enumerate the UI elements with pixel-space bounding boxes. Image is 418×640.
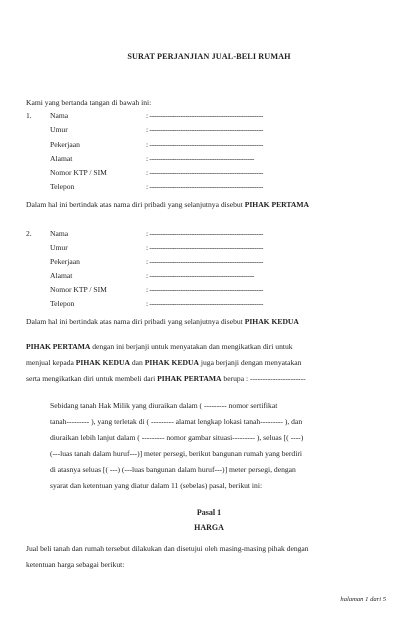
- party2-phone-label: Telepon: [50, 299, 75, 308]
- party1-age-value: : ---------------------------------------------------: [146, 125, 264, 134]
- party2-designation: PIHAK KEDUA: [244, 317, 299, 326]
- closing-line: ketentuan harga sebagai berikut:: [26, 560, 125, 569]
- party2-statement: Dalam hal ini bertindak atas nama diri pribadi yang selanjutnya disebut PIHAK KEDUA: [26, 317, 299, 326]
- party1-age-label: Umur: [50, 125, 68, 134]
- agreement-line-2: menjual kepada PIHAK KEDUA dan PIHAK KEDUA juga berjanji dengan menyatakan: [26, 358, 302, 367]
- party1-address-label: Alamat: [50, 154, 73, 163]
- document-title: SURAT PERJANJIAN JUAL-BELI RUMAH: [127, 52, 291, 61]
- party2-id-value: : ---------------------------------------------------: [146, 285, 264, 294]
- party2-address-value: : -----------------------------------------------: [146, 271, 255, 280]
- property-line: (---luas tanah dalam huruf---)] meter persegi, berikut bangunan rumah yang berdiri: [50, 449, 302, 458]
- intro-text: Kami yang bertanda tangan di bawah ini:: [26, 98, 152, 107]
- party2-age-value: : ---------------------------------------------------: [146, 243, 264, 252]
- party2-name-value: : ---------------------------------------------------: [146, 229, 264, 238]
- party2-job-label: Pekerjaan: [50, 257, 80, 266]
- party2-age-label: Umur: [50, 243, 68, 252]
- closing-line: Jual beli tanah dan rumah tersebut dilakukan dan disetujui oleh masing-masing pihak dengan: [26, 544, 309, 553]
- party1-phone-value: : ---------------------------------------------------: [146, 182, 264, 191]
- property-line: Sebidang tanah Hak Milik yang diuraikan dalam ( --------- nomor sertifikat: [50, 401, 278, 410]
- party1-phone-label: Telepon: [50, 182, 75, 191]
- party1-id-value: : ---------------------------------------------------: [146, 168, 264, 177]
- agreement-line-3: serta mengikatkan diri untuk membeli dari PIHAK PERTAMA berupa : ----------------------: [26, 374, 306, 383]
- party2-number: 2.: [26, 229, 32, 238]
- pasal-number: Pasal 1: [196, 508, 222, 517]
- party1-name-value: : ---------------------------------------------------: [146, 111, 264, 120]
- party2-address-label: Alamat: [50, 271, 73, 280]
- property-line: tanah--------- ), yang terletak di ( --------- alamat lengkap lokasi tanah--------- ), dan: [50, 417, 303, 426]
- page-footer: halaman 1 dari 5: [340, 596, 386, 603]
- pasal-heading: HARGA: [194, 523, 224, 532]
- party1-name-label: Nama: [50, 111, 69, 120]
- party2-job-value: : ---------------------------------------------------: [146, 257, 264, 266]
- property-line: diuraikan lebih lanjut dalam ( --------- nomor gambar situasi--------- ), seluas [( ----): [50, 433, 304, 442]
- property-line: di atasnya seluas [( ---) (---luas bangunan dalam huruf---)] meter persegi, dengan: [50, 465, 296, 474]
- party1-statement: Dalam hal ini bertindak atas nama diri pribadi yang selanjutnya disebut PIHAK PERTAMA: [26, 200, 310, 209]
- party1-number: 1.: [26, 111, 32, 120]
- agreement-line-1: PIHAK PERTAMA dengan ini berjanji untuk menyatakan dan mengikatkan diri untuk: [26, 342, 293, 351]
- party1-designation: PIHAK PERTAMA: [244, 200, 310, 209]
- party1-id-label: Nomor KTP / SIM: [50, 168, 107, 177]
- party1-job-value: : ---------------------------------------------------: [146, 140, 264, 149]
- party2-id-label: Nomor KTP / SIM: [50, 285, 107, 294]
- party1-job-label: Pekerjaan: [50, 140, 80, 149]
- party2-name-label: Nama: [50, 229, 69, 238]
- property-line: syarat dan ketentuan yang diatur dalam 11 (sebelas) pasal, berikut ini:: [50, 481, 263, 490]
- party1-address-value: : -----------------------------------------------: [146, 154, 255, 163]
- party2-phone-value: : ---------------------------------------------------: [146, 299, 264, 308]
